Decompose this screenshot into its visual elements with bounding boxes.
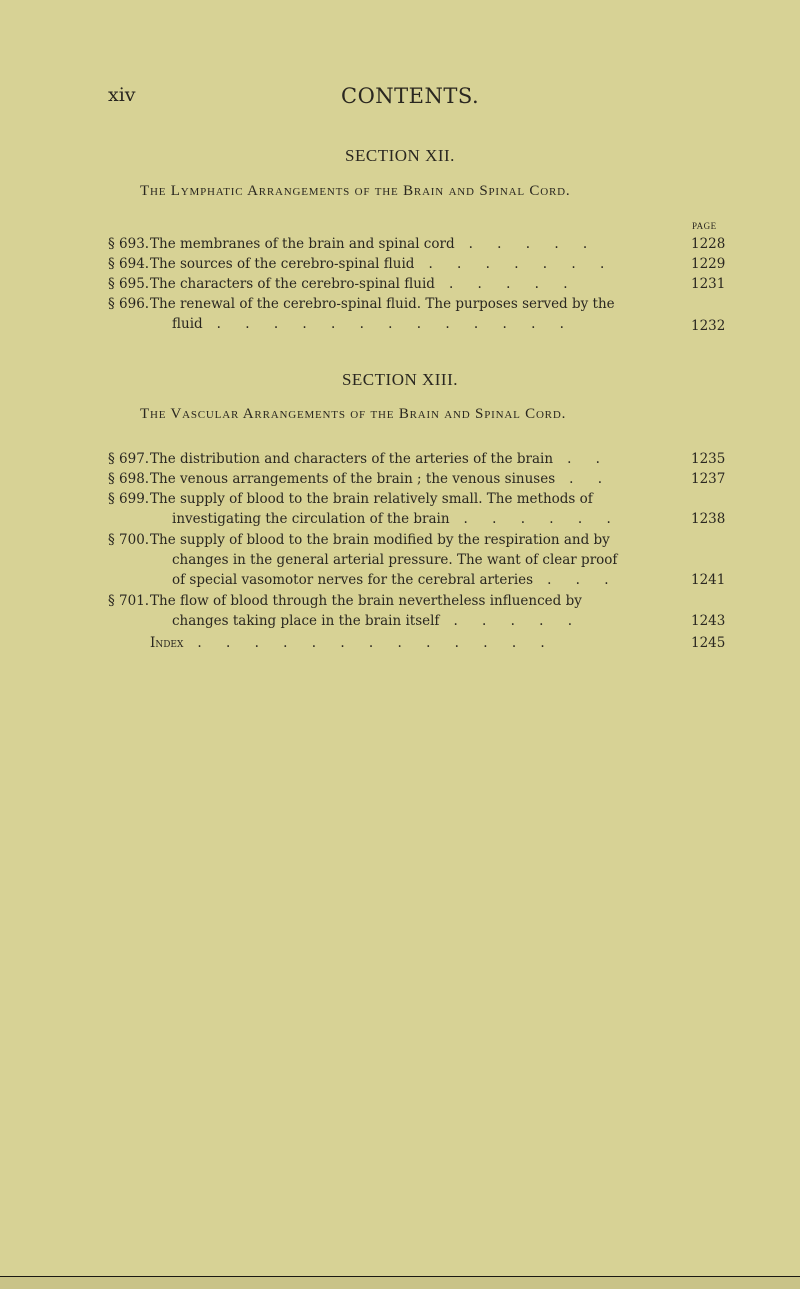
page-ref: 1229 — [691, 256, 726, 272]
leader-dots: . . . . . — [468, 236, 598, 252]
entry-text: investigating the circulation of the brain — [172, 511, 450, 527]
page-ref: 1235 — [691, 451, 726, 467]
leader-dots: . . . . . — [453, 613, 583, 629]
running-title: CONTENTS. — [341, 84, 480, 108]
entry-text: The membranes of the brain and spinal cord — [150, 236, 455, 252]
entry-text: The flow of blood through the brain nevertheless influenced by — [150, 593, 582, 609]
section-xii-heading: SECTION XII. — [345, 146, 455, 165]
page-bottom-edge — [0, 1277, 800, 1289]
page-ref: 1228 — [691, 236, 726, 252]
entry-text: The characters of the cerebro-spinal fluid — [150, 276, 435, 292]
section-number: § 700. — [108, 532, 150, 548]
section-number: § 698. — [108, 471, 150, 487]
leader-dots: . . . — [547, 572, 619, 588]
section-number: § 697. — [108, 451, 150, 467]
page-ref: 1238 — [691, 511, 726, 527]
section-number: § 699. — [108, 491, 150, 507]
page-ref: 1245 — [691, 635, 726, 651]
section-xiii-title: The Vascular Arrangements of the Brain and Spinal Cord. — [140, 406, 567, 422]
entry-text: The renewal of the cerebro-spinal fluid. The purposes served by the — [150, 296, 615, 312]
page-ref: 1243 — [691, 613, 726, 629]
entry-text: changes in the general arterial pressure. The want of clear proof — [172, 552, 618, 568]
page-ref: 1232 — [691, 318, 726, 334]
section-xiii-heading: SECTION XIII. — [341, 370, 459, 389]
index-label: Index — [150, 635, 184, 651]
page-header — [108, 84, 800, 108]
page-ref: 1231 — [691, 276, 726, 292]
entry-text: of special vasomotor nerves for the cerebral arteries — [172, 572, 534, 588]
leader-dots: . . . . . . . . . . . . . — [197, 635, 555, 651]
leader-dots: . . . . . . . — [428, 256, 615, 272]
section-number: § 693. — [108, 236, 150, 252]
entry-text: The supply of blood to the brain modified by the respiration and by — [150, 532, 610, 548]
leader-dots: . . — [567, 451, 610, 467]
entry-text: The supply of blood to the brain relatively small. The methods of — [150, 491, 593, 507]
section-number: § 696. — [108, 296, 150, 312]
entry-text: changes taking place in the brain itself — [172, 613, 440, 629]
section-number: § 701. — [108, 593, 150, 609]
leader-dots: . . . . . . . . . . . . . — [216, 316, 574, 332]
page-ref: 1241 — [691, 572, 726, 588]
section-xii-title: The Lymphatic Arrangements of the Brain and Spinal Cord. — [140, 183, 571, 199]
entry-text: The sources of the cerebro-spinal fluid — [150, 256, 415, 272]
section-number: § 694. — [108, 256, 150, 272]
leader-dots: . . — [569, 471, 613, 487]
page-ref: 1237 — [691, 471, 726, 487]
leader-dots: . . . . . . — [463, 511, 621, 527]
section-number: § 695. — [108, 276, 150, 292]
entry-text: The venous arrangements of the brain ; the venous sinuses — [150, 471, 556, 487]
page-number: xiv — [108, 84, 136, 106]
page-column-label: PAGE — [692, 221, 717, 231]
entry-text: fluid — [172, 316, 203, 332]
leader-dots: . . . . . — [448, 276, 578, 292]
entry-text: The distribution and characters of the arteries of the brain — [150, 451, 554, 467]
